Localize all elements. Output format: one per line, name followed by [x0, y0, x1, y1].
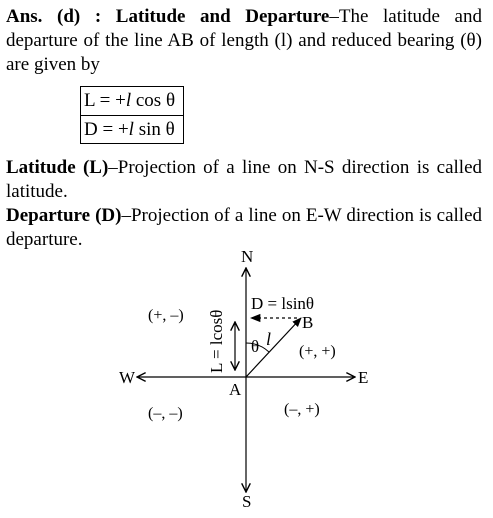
- south-label: S: [242, 492, 252, 511]
- answer-dash: –: [329, 6, 339, 27]
- departure-text: Projection of a line on E-W direction is called departure.: [6, 205, 482, 250]
- length-label: l: [266, 329, 272, 349]
- point-b-label: B: [302, 313, 314, 332]
- departure-definition: Departure (D)–Projection of a line on E-W direction is called departure.: [6, 205, 482, 250]
- latitude-formula: L = +l cos θ: [84, 90, 176, 111]
- latitude-label: L = lcosθ: [207, 309, 226, 373]
- latitude-term: Latitude (L): [6, 157, 109, 178]
- departure-formula: D = +l sin θ: [84, 119, 175, 140]
- theta-label: θ: [251, 337, 260, 356]
- east-label: E: [358, 368, 369, 387]
- quadrant-se-label: (–, +): [284, 401, 320, 418]
- answer-text: The latitude and departure of the line AB of length (l) and reduced bearing (θ) are given by: [6, 6, 482, 75]
- departure-label: D = lsinθ: [251, 294, 315, 313]
- origin-label: A: [229, 380, 242, 399]
- latitude-text: Projection of a line on N-S direction is called latitude.: [6, 157, 482, 202]
- north-label: N: [241, 247, 254, 266]
- quadrant-nw-label: (+, –): [148, 307, 184, 324]
- answer-heading: Ans. (d) : Latitude and Departure: [6, 6, 330, 27]
- quadrant-sw-label: (–, –): [148, 405, 183, 422]
- quadrant-ne-label: (+, +): [299, 343, 336, 360]
- west-label: W: [119, 368, 136, 387]
- latitude-definition: Latitude (L)–Projection of a line on N-S direction is called latitude.: [6, 157, 482, 202]
- departure-term: Departure (D): [6, 205, 122, 226]
